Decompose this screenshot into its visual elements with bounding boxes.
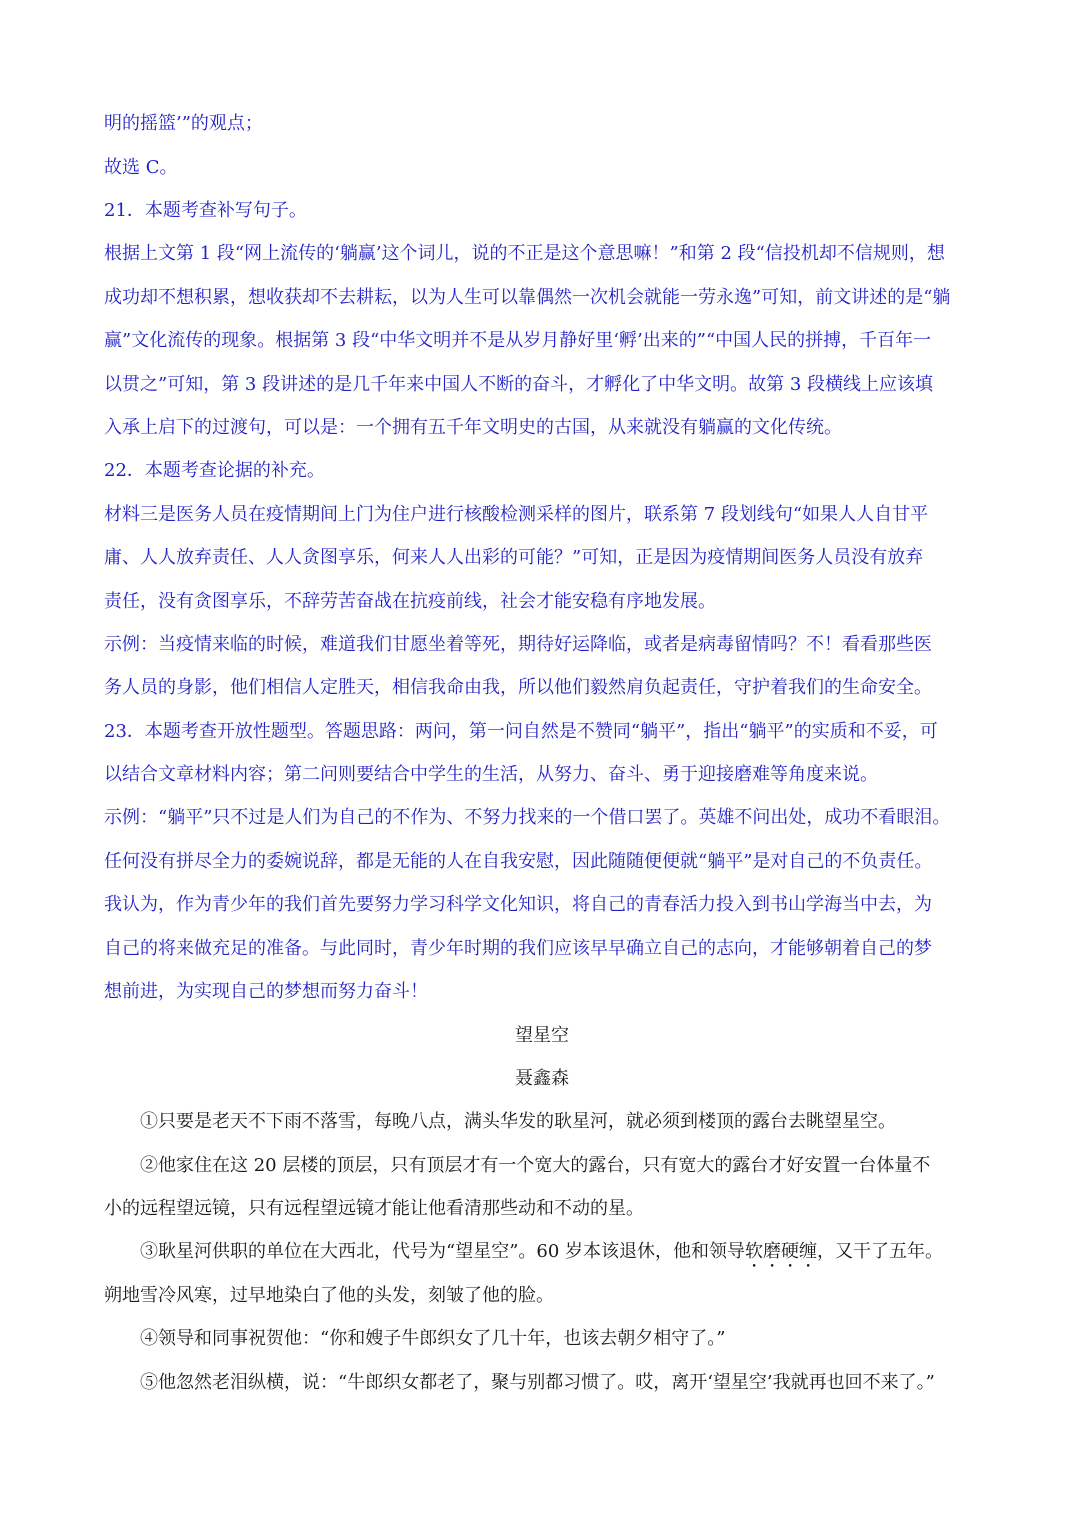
example-line: 想前进，为实现自己的梦想而努力奋斗！	[104, 981, 428, 1002]
question-23-heading: 23．本题考查开放性题型。答题思路：两问，第一问自然是不赞同“躺平”，指出“躺平”的实质和不妥，可	[104, 721, 938, 742]
example-line: 务人员的身影，他们相信人定胜天，相信我命由我，所以他们毅然肩负起责任，守护着我们的生命安全。	[104, 677, 932, 698]
question-21-heading: 21．本题考查补写句子。	[104, 200, 307, 221]
example-line: 示例：“躺平”只不过是人们为自己的不作为、不努力找来的一个借口罢了。英雄不问出处，成功不看眼泪。	[104, 807, 951, 828]
answer-line: 明的摇篮’”的观点；	[104, 113, 263, 134]
article-paragraph: 朔地雪冷风寒，过早地染白了他的头发，刻皱了他的脸。	[104, 1285, 554, 1306]
answer-line: 故选 C。	[104, 157, 178, 178]
question-22-heading: 22．本题考查论据的补充。	[104, 460, 325, 481]
answer-line: 庸、人人放弃责任、人人贪图享乐，何来人人出彩的可能？”可知，正是因为疫情期间医务人员没有放弃	[104, 547, 924, 568]
paragraph-text: ，又干了五年。	[817, 1241, 944, 1262]
article-paragraph: ②他家住在这 20 层楼的顶层，只有顶层才有一个宽大的露台，只有宽大的露台才好安置一台体量不	[140, 1155, 931, 1176]
article-paragraph	[104, 1240, 980, 1272]
example-line: 自己的将来做充足的准备。与此同时，青少年时期的我们应该早早确立自己的志向，才能够朝着自己的梦	[104, 938, 932, 959]
answer-line: 以结合文章材料内容；第二问则要结合中学生的生活，从努力、奋斗、勇于迎接磨难等角度来说。	[104, 764, 878, 785]
example-line: 我认为，作为青少年的我们首先要努力学习科学文化知识，将自己的青春活力投入到书山学海当中去，为	[104, 894, 932, 915]
answer-line: 根据上文第 1 段“网上流传的‘躺赢’这个词儿，说的不正是这个意思嘛！”和第 2 段“信投机却不信规则，想	[104, 243, 945, 264]
article-paragraph: ⑤他忽然老泪纵横，说：“牛郎织女都老了，聚与别都习惯了。哎，离开‘望星空’我就再也回不来了。”	[140, 1372, 935, 1393]
article-author: 聂鑫森	[515, 1068, 569, 1089]
answer-line: 成功却不想积累，想收获却不去耕耘，以为人生可以靠偶然一次机会就能一劳永逸”可知，前文讲述的是“躺	[104, 287, 951, 308]
article-title: 望星空	[515, 1025, 569, 1046]
answer-line: 材料三是医务人员在疫情期间上门为住户进行核酸检测采样的图片，联系第 7 段划线句“如果人人自甘平	[104, 504, 929, 525]
answer-line: 责任，没有贪图享乐，不辞劳苦奋战在抗疫前线，社会才能安稳有序地发展。	[104, 591, 716, 612]
example-line: 任何没有拼尽全力的委婉说辞，都是无能的人在自我安慰，因此随随便便就“躺平”是对自己的不负责任。	[104, 851, 933, 872]
paragraph-text: ③耿星河供职的单位在大西北，代号为“望星空”。60 岁本该退休，他和领导	[140, 1241, 746, 1262]
example-line: 示例：当疫情来临的时候，难道我们甘愿坐着等死，期待好运降临，或者是病毒留情吗？不！看看那些医	[104, 634, 932, 655]
article-paragraph: ④领导和同事祝贺他：“你和嫂子牛郎织女了几十年，也该去朝夕相守了。”	[140, 1328, 726, 1349]
article-paragraph: ①只要是老天不下雨不落雪，每晚八点，满头华发的耿星河，就必须到楼顶的露台去眺望星空。	[140, 1111, 896, 1132]
answer-line: 入承上启下的过渡句，可以是：一个拥有五千年文明史的古国，从来就没有躺赢的文化传统。	[104, 417, 842, 438]
answer-line: 赢”文化流传的现象。根据第 3 段“中华文明并不是从岁月静好里‘孵’出来的”“中国人民的拼搏，千百年一	[104, 330, 932, 351]
emphasized-phrase: 软磨硬缠	[745, 1241, 818, 1262]
article-paragraph: 小的远程望远镜，只有远程望远镜才能让他看清那些动和不动的星。	[104, 1198, 644, 1219]
answer-line: 以贯之”可知，第 3 段讲述的是几千年来中国人不断的奋斗，才孵化了中华文明。故第 3 段横线上应该填	[104, 374, 933, 395]
